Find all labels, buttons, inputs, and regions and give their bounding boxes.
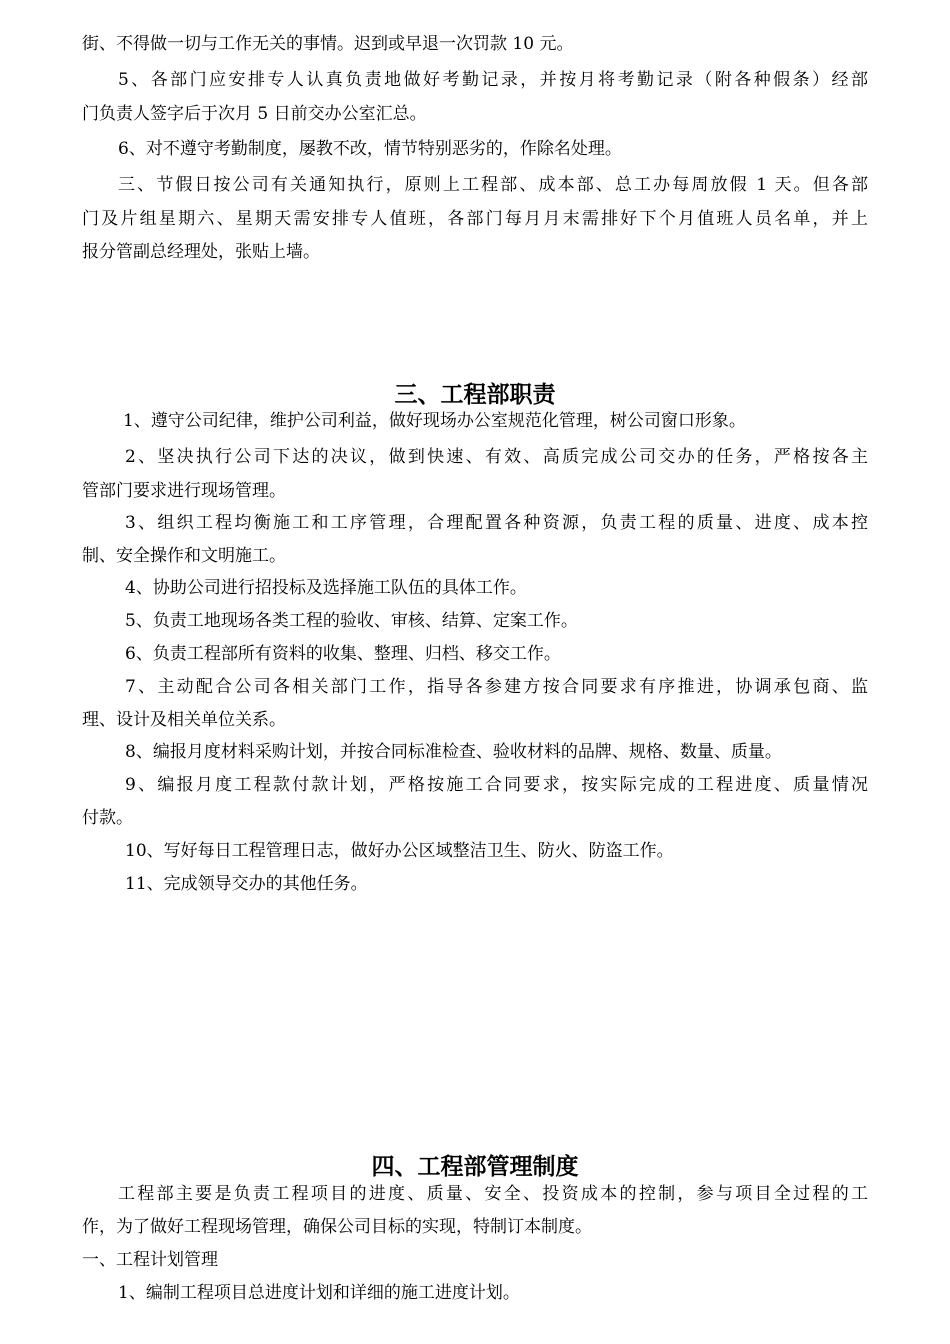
list-item-continuation: 管部门要求进行现场管理。 bbox=[82, 481, 286, 501]
list-item-continuation: 理、设计及相关单位关系。 bbox=[82, 710, 286, 730]
paragraph-line: 工程部主要是负责工程项目的进度、质量、安全、投资成本的控制，参与项目全过程的工 bbox=[118, 1184, 868, 1204]
paragraph-line: 门及片组星期六、星期天需安排专人值班，各部门每月月末需排好下个月值班人员名单，并上 bbox=[82, 209, 868, 229]
subsection-heading: 一、工程计划管理 bbox=[82, 1250, 218, 1270]
list-item: 1、遵守公司纪律，维护公司利益，做好现场办公室规范化管理，树公司窗口形象。 bbox=[123, 411, 746, 431]
paragraph-line: 三、节假日按公司有关通知执行，原则上工程部、成本部、总工办每周放假 1 天。但各部 bbox=[118, 175, 868, 195]
section-heading: 四、工程部管理制度 bbox=[371, 1153, 579, 1180]
section-heading: 三、工程部职责 bbox=[394, 381, 556, 408]
list-item: 4、协助公司进行招投标及选择施工队伍的具体工作。 bbox=[125, 578, 527, 598]
list-item: 10、写好每日工程管理日志，做好办公区域整洁卫生、防火、防盗工作。 bbox=[125, 841, 674, 861]
list-item: 11、完成领导交办的其他任务。 bbox=[125, 874, 368, 894]
paragraph-line: 报分管副总经理处，张贴上墙。 bbox=[82, 242, 320, 262]
paragraph-line: 5、各部门应安排专人认真负责地做好考勤记录，并按月将考勤记录（附各种假条）经部 bbox=[118, 70, 868, 90]
list-item: 9、编报月度工程款付款计划，严格按施工合同要求，按实际完成的工程进度、质量情况 bbox=[125, 775, 868, 795]
list-item: 7、主动配合公司各相关部门工作，指导各参建方按合同要求有序推进，协调承包商、监 bbox=[125, 677, 868, 697]
list-item: 8、编报月度材料采购计划，并按合同标准检查、验收材料的品牌、规格、数量、质量。 bbox=[125, 742, 782, 762]
list-item: 2、坚决执行公司下达的决议，做到快速、有效、高质完成公司交办的任务，严格按各主 bbox=[125, 447, 868, 467]
list-item: 6、负责工程部所有资料的收集、整理、归档、移交工作。 bbox=[125, 644, 561, 664]
paragraph-line: 6、对不遵守考勤制度，屡教不改，情节特别恶劣的，作除名处理。 bbox=[118, 139, 622, 159]
list-item: 5、负责工地现场各类工程的验收、审核、结算、定案工作。 bbox=[125, 611, 578, 631]
list-item: 3、组织工程均衡施工和工序管理，合理配置各种资源，负责工程的质量、进度、成本控 bbox=[125, 513, 868, 533]
paragraph-line: 门负责人签字后于次月 5 日前交办公室汇总。 bbox=[82, 104, 427, 124]
list-item: 1、编制工程项目总进度计划和详细的施工进度计划。 bbox=[118, 1283, 520, 1303]
list-item-continuation: 制、安全操作和文明施工。 bbox=[82, 546, 286, 566]
paragraph-line: 作，为了做好工程现场管理，确保公司目标的实现，特制订本制度。 bbox=[82, 1217, 592, 1237]
paragraph-line: 街、不得做一切与工作无关的事情。迟到或早退一次罚款 10 元。 bbox=[82, 34, 574, 54]
list-item-continuation: 付款。 bbox=[82, 808, 133, 828]
